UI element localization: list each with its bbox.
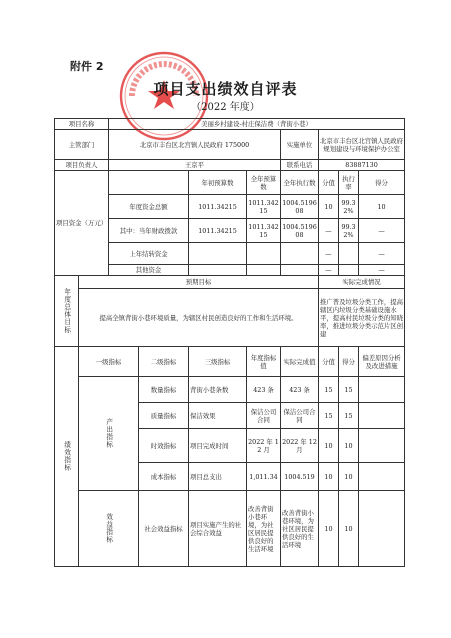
perf-l2: 时效指标 [139,429,189,463]
perf-reason [359,429,405,463]
funds-head-executed: 全年执行数 [281,171,319,195]
leader-label: 项目负责人 [55,160,109,171]
funds-label: 项目资金（万元） [55,171,109,276]
perf-score: 10 [319,429,339,463]
impl-label: 实施单位 [281,130,319,160]
funds-row-executed [281,243,319,265]
perf-points: 10 [339,491,359,567]
table-row [55,276,405,289]
funds-head-empty [109,171,189,195]
perf-reason [359,377,405,403]
table-row [55,171,405,195]
perf-head-l2: 二级指标 [139,347,189,377]
funds-row-budget [189,243,247,265]
funds-head-points: 得分 [359,171,405,195]
funds-row-budget [189,265,247,276]
funds-row-label: 其中：当年财政拨款 [109,219,189,243]
report-year: （2022 年度） [191,102,260,113]
table-row [55,160,405,171]
perf-actual: 改善背街小巷环境，为社区居民提供良好的生活环境 [281,491,319,567]
perf-actual: 1004.519 [281,463,319,491]
project-name-label: 项目名称 [55,119,109,130]
perf-actual: 2022 年 12 月 [281,429,319,463]
perf-l2: 数量指标 [139,377,189,403]
perf-head-l3: 三级指标 [189,347,247,377]
goal-actual: 推广普及垃圾分类工作，提高辖区内垃圾分类基础设施水平，提高村民垃圾分类的知晓率，推进垃圾分类示范片区创建 [319,289,405,347]
perf-head-actual: 实际完成值 [281,347,319,377]
funds-head-rate: 执行率 [339,171,359,195]
attachment-label: 附件 2 [70,60,104,73]
funds-row-points: — [359,243,405,265]
page-title: 项目支出绩效自评表 [153,80,298,98]
funds-row-rate [339,265,359,276]
impl-value: 北京市丰台区北宫镇人民政府规划建设与环境保护办公室 [319,130,405,160]
perf-l3: 保洁效果 [189,403,247,429]
funds-row-rate: 99.32% [339,195,359,219]
table-row [55,119,405,130]
perf-score: 10 [319,491,339,567]
funds-row-executed: 1004.519608 [281,219,319,243]
dept-value: 北京市丰台区北宫镇人民政府 175000 [109,130,281,160]
perf-l1: 产出指标 [79,377,139,491]
perf-target: 1,011.34 [247,463,281,491]
goal-label: 年度总体目标 [55,276,79,347]
funds-row-score: — [319,265,339,276]
perf-reason [359,403,405,429]
funds-row-full-budget [247,265,281,276]
perf-l3: 背街小巷条数 [189,377,247,403]
perf-head-target: 年度指标值 [247,347,281,377]
table-row [55,289,405,347]
perf-points: 15 [339,403,359,429]
perf-reason [359,491,405,567]
funds-row-budget: 1011.34215 [189,219,247,243]
funds-row-score: — [319,219,339,243]
table-row [55,377,405,403]
goal-actual-head: 实际完成情况 [319,276,405,289]
perf-target: 2022 年 12 月 [247,429,281,463]
perf-l2: 质量指标 [139,403,189,429]
perf-target: 改善背街小巷环境，为社区居民提供良好的生活环境 [247,491,281,567]
perf-head-l1: 一级指标 [79,347,139,377]
perf-points: 15 [339,377,359,403]
funds-row-rate: 99.32% [339,219,359,243]
perf-score: 15 [319,403,339,429]
perf-points: 10 [339,463,359,491]
table-row [55,491,405,567]
funds-head-full-budget: 全年预算数 [247,171,281,195]
project-name-value: 美丽乡村建设-村庄保洁费（背街小巷） [109,119,405,130]
perf-head-points: 得分 [339,347,359,377]
perf-label: 绩效指标 [55,347,79,567]
funds-row-executed [281,265,319,276]
evaluation-table [54,118,405,567]
perf-actual: 保洁公司合同 [281,403,319,429]
funds-row-full-budget [247,243,281,265]
perf-l1: 效益指标 [79,491,139,567]
perf-reason [359,463,405,491]
funds-row-full-budget: 1011.34215 [247,219,281,243]
funds-head-score: 分值 [319,171,339,195]
leader-value: 王京平 [109,160,281,171]
perf-score: 10 [319,463,339,491]
funds-row-label: 年度资金总额 [109,195,189,219]
funds-head-budget: 年初预算数 [189,171,247,195]
perf-score: 15 [319,377,339,403]
perf-points: 10 [339,429,359,463]
funds-row-rate [339,243,359,265]
perf-target: 保洁公司合同 [247,403,281,429]
funds-row-score: 10 [319,195,339,219]
table-row [55,130,405,160]
funds-row-score: — [319,243,339,265]
table-row [55,347,405,377]
perf-head-reason: 偏差原因分析及改进措施 [359,347,405,377]
funds-row-full-budget: 1011.34215 [247,195,281,219]
funds-row-executed: 1004.519608 [281,195,319,219]
perf-l2: 社会效益指标 [139,491,189,567]
perf-actual: 423 条 [281,377,319,403]
perf-target: 423 条 [247,377,281,403]
perf-l2: 成本指标 [139,463,189,491]
goal-expected: 提高全镇背街小巷环境质量，为辖区村民创造良好的工作和生活环境。 [79,289,319,347]
perf-head-score: 分值 [319,347,339,377]
funds-row-points: 10 [359,195,405,219]
phone-value: 83887130 [319,160,405,171]
perf-l3: 项目完成时间 [189,429,247,463]
funds-row-points: — [359,265,405,276]
dept-label: 主管部门 [55,130,109,160]
phone-label: 联系电话 [281,160,319,171]
funds-row-points: — [359,219,405,243]
funds-row-label: 上年结转资金 [109,243,189,265]
perf-l3: 项目实施产生的社会综合效益 [189,491,247,567]
perf-l3: 项目总支出 [189,463,247,491]
funds-row-label: 其他资金 [109,265,189,276]
goal-expected-head: 预期目标 [79,276,319,289]
funds-row-budget: 1011.34215 [189,195,247,219]
